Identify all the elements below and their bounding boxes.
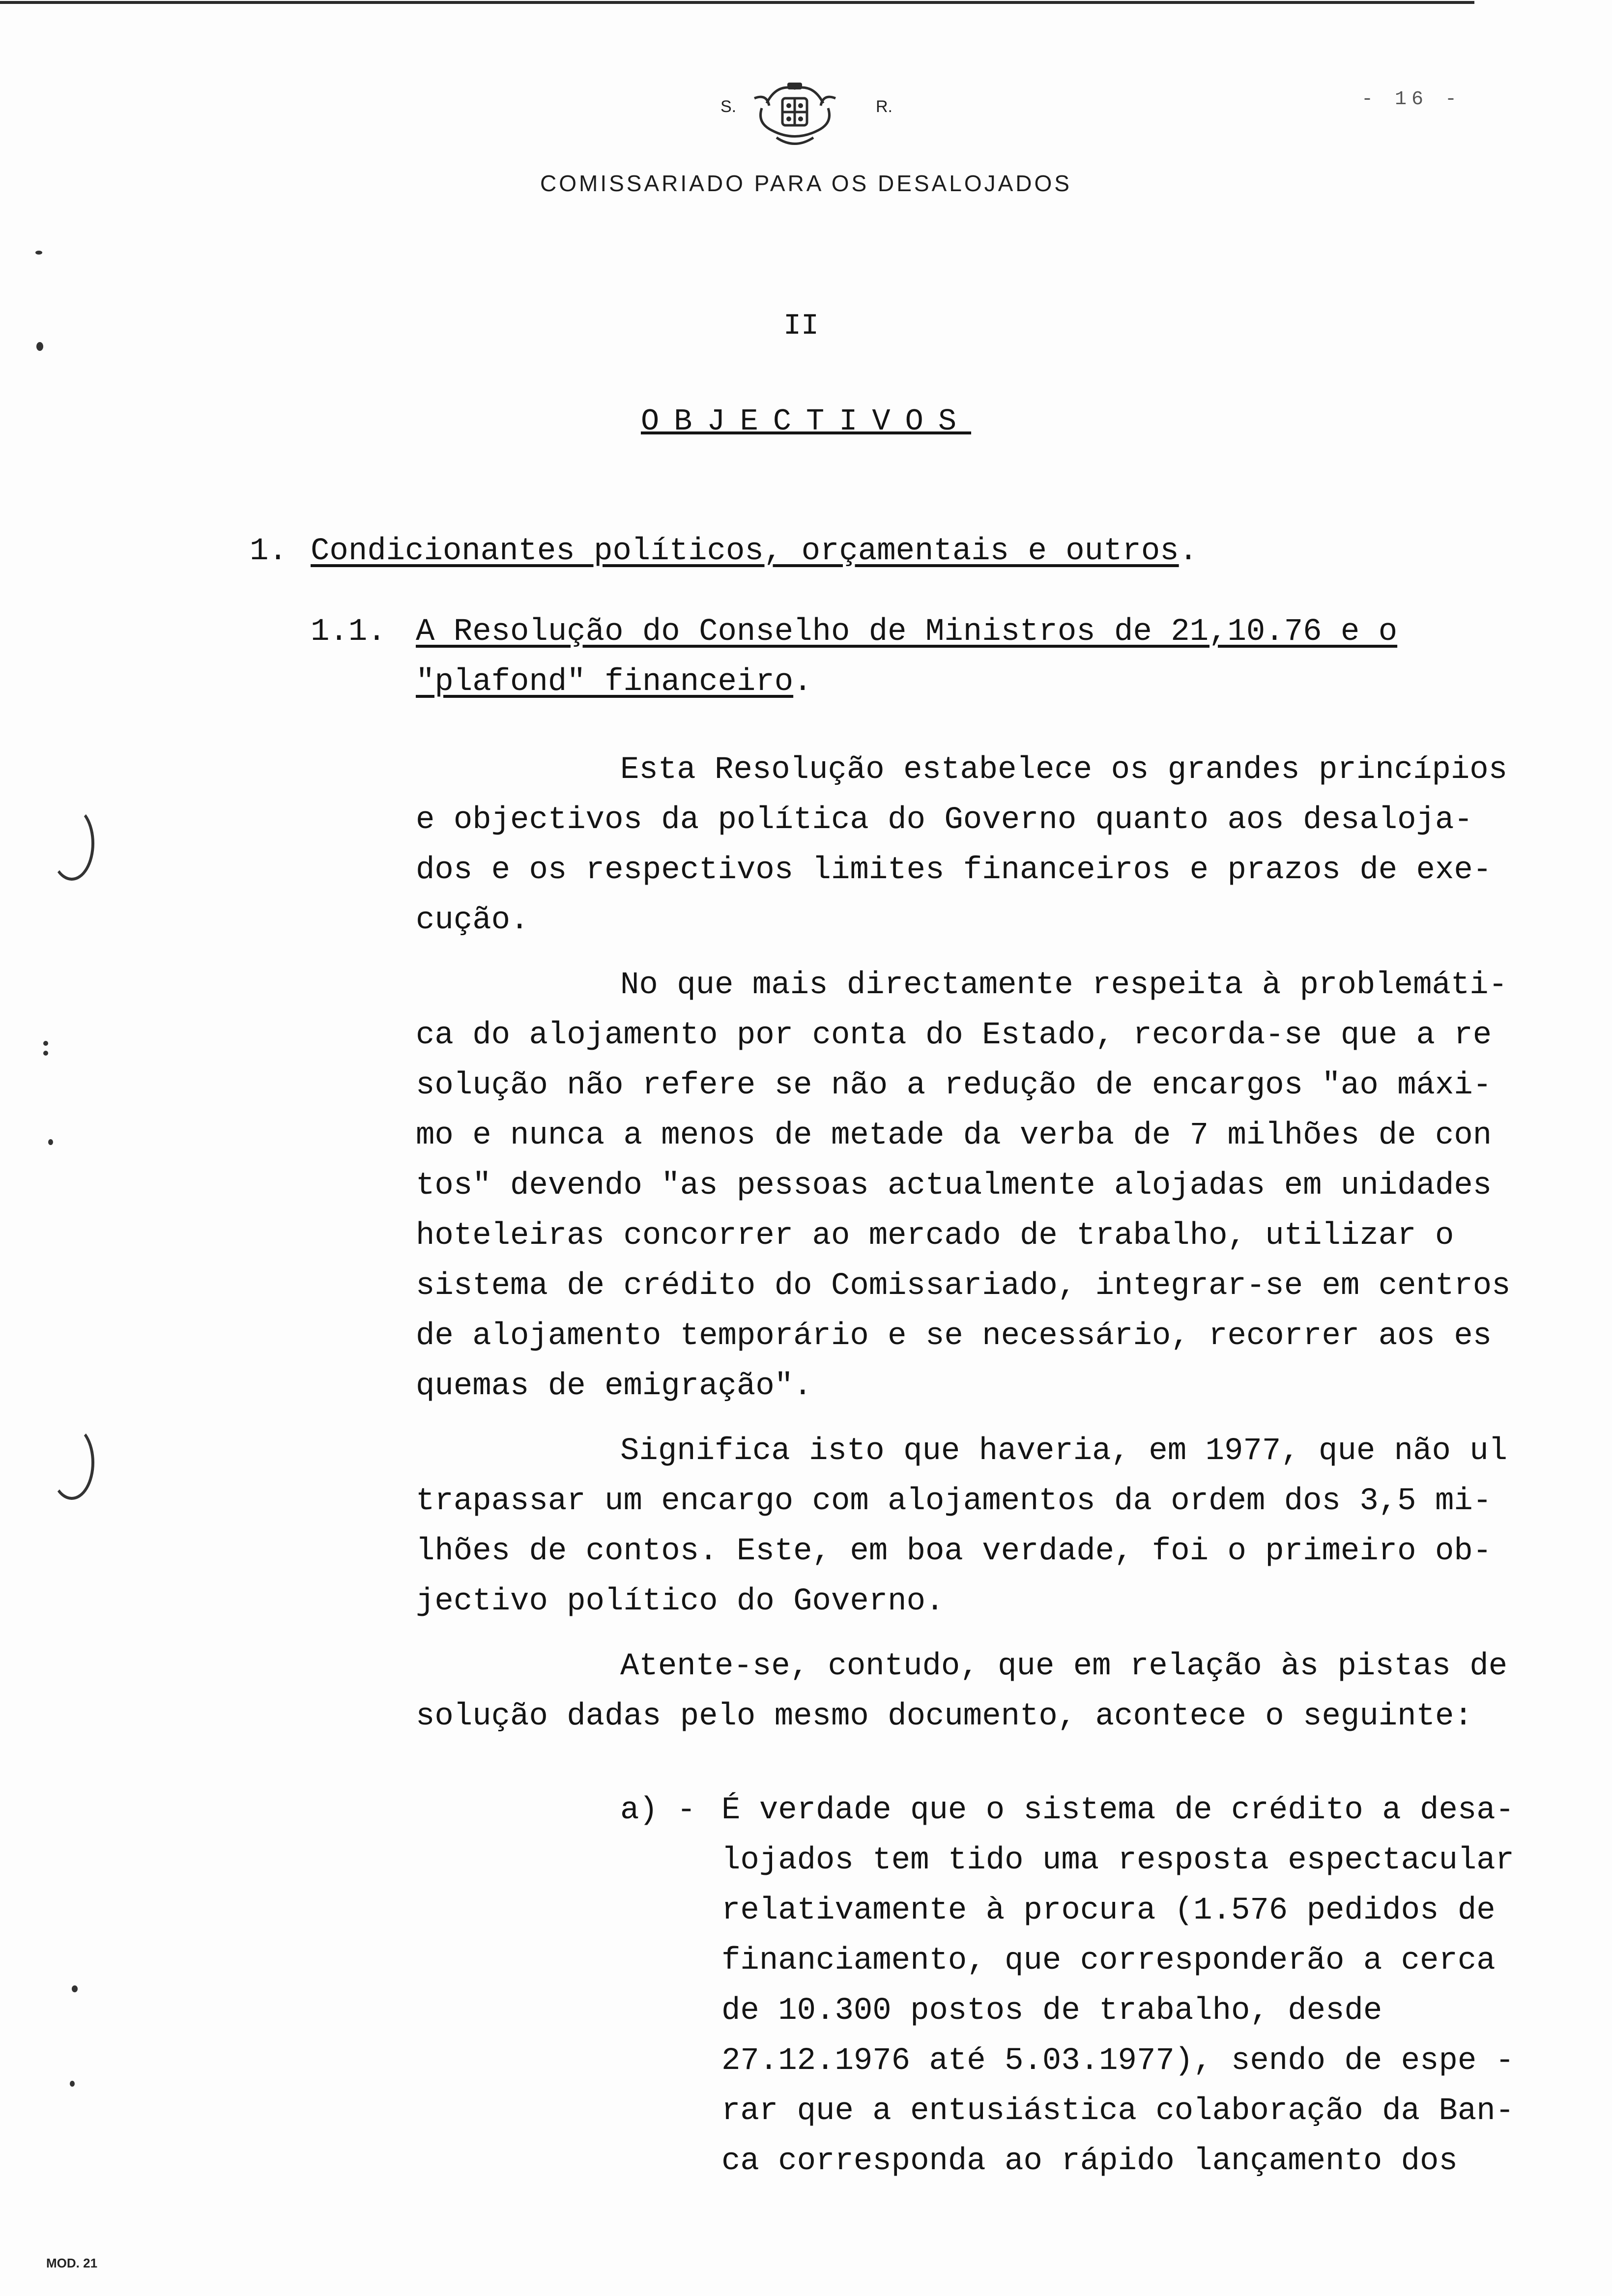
page-number: - 16 - — [1361, 88, 1462, 111]
punch-hole-mark — [49, 1425, 94, 1500]
margin-speck — [43, 1051, 48, 1056]
item-a-label: a) - — [620, 1793, 696, 1828]
item-a-line: ca corresponda ao rápido lançamento dos — [721, 2144, 1458, 2179]
item-1-1-title-line1: A Resolução do Conselho de Ministros de 21,10.76 e o — [416, 614, 1398, 650]
item-a-line: É verdade que o sistema de crédito a desa- — [721, 1793, 1515, 1828]
coat-of-arms-seal-icon — [747, 74, 843, 155]
section-title: OBJECTIVOS — [640, 404, 972, 439]
body-line: mo e nunca a menos de metade da verba de 7 milhões de con — [416, 1118, 1492, 1153]
form-code: MOD. 21 — [46, 2256, 98, 2270]
body-line: solução dadas pelo mesmo documento, acontece o seguinte: — [416, 1699, 1473, 1734]
item-a-line: relativamente à procura (1.576 pedidos de — [721, 1893, 1496, 1928]
item-1-number: 1. — [250, 534, 288, 569]
item-a-line: rar que a entusiástica colaboração da Ban- — [721, 2094, 1515, 2129]
body-line: tos" devendo "as pessoas actualmente alojadas em unidades — [416, 1168, 1492, 1204]
body-line: solução não refere se não a redução de encargos "ao máxi- — [416, 1068, 1492, 1103]
margin-speck — [48, 1139, 53, 1145]
body-line: Significa isto que haveria, em 1977, que não ul — [620, 1434, 1508, 1469]
body-line: de alojamento temporário e se necessário, recorrer aos es — [416, 1319, 1492, 1354]
punch-hole-mark — [49, 806, 94, 881]
body-line: lhões de contos. Este, em boa verdade, foi o primeiro ob- — [416, 1534, 1492, 1569]
margin-speck — [43, 1041, 48, 1046]
body-line: sistema de crédito do Comissariado, integrar-se em centros — [416, 1268, 1511, 1304]
body-line: e objectivos da política do Governo quanto aos desaloja- — [416, 803, 1473, 838]
margin-speck — [72, 1985, 78, 1992]
top-border-line — [0, 1, 1474, 4]
body-line: jectivo político do Governo. — [416, 1584, 945, 1619]
body-line: ca do alojamento por conta do Estado, recorda-se que a re — [416, 1018, 1492, 1053]
item-1-1-number: 1.1. — [311, 614, 386, 650]
item-a-line: 27.12.1976 até 5.03.1977), sendo de espe - — [721, 2043, 1515, 2079]
item-1-title: Condicionantes políticos, orçamentais e outros. — [311, 534, 1198, 569]
header-letter-s: S. — [720, 97, 737, 116]
margin-speck — [70, 2081, 75, 2087]
body-line: Atente-se, contudo, que em relação às pistas de — [620, 1649, 1508, 1684]
item-a-line: de 10.300 postos de trabalho, desde — [721, 1993, 1382, 2029]
body-line: hoteleiras concorrer ao mercado de trabalho, utilizar o — [416, 1218, 1454, 1254]
organization-name: COMISSARIADO PARA OS DESALOJADOS — [540, 171, 1072, 196]
item-a-line: lojados tem tido uma resposta espectacular — [721, 1843, 1515, 1878]
item-a-line: financiamento, que corresponderão a cerca — [721, 1943, 1496, 1979]
body-line: quemas de emigração". — [416, 1369, 812, 1404]
body-line: trapassar um encargo com alojamentos da ordem dos 3,5 mi- — [416, 1484, 1492, 1519]
margin-speck — [35, 251, 42, 255]
body-line: cução. — [416, 903, 529, 938]
body-line: No que mais directamente respeita à problemáti- — [620, 968, 1508, 1003]
body-line: dos e os respectivos limites financeiros e prazos de exe- — [416, 853, 1492, 888]
header-letter-r: R. — [876, 97, 892, 116]
item-1-1-title-line2: "plafond" financeiro. — [416, 664, 812, 700]
body-line: Esta Resolução estabelece os grandes princípios — [620, 752, 1508, 788]
margin-speck — [36, 342, 43, 351]
section-roman-numeral: II — [783, 310, 819, 343]
